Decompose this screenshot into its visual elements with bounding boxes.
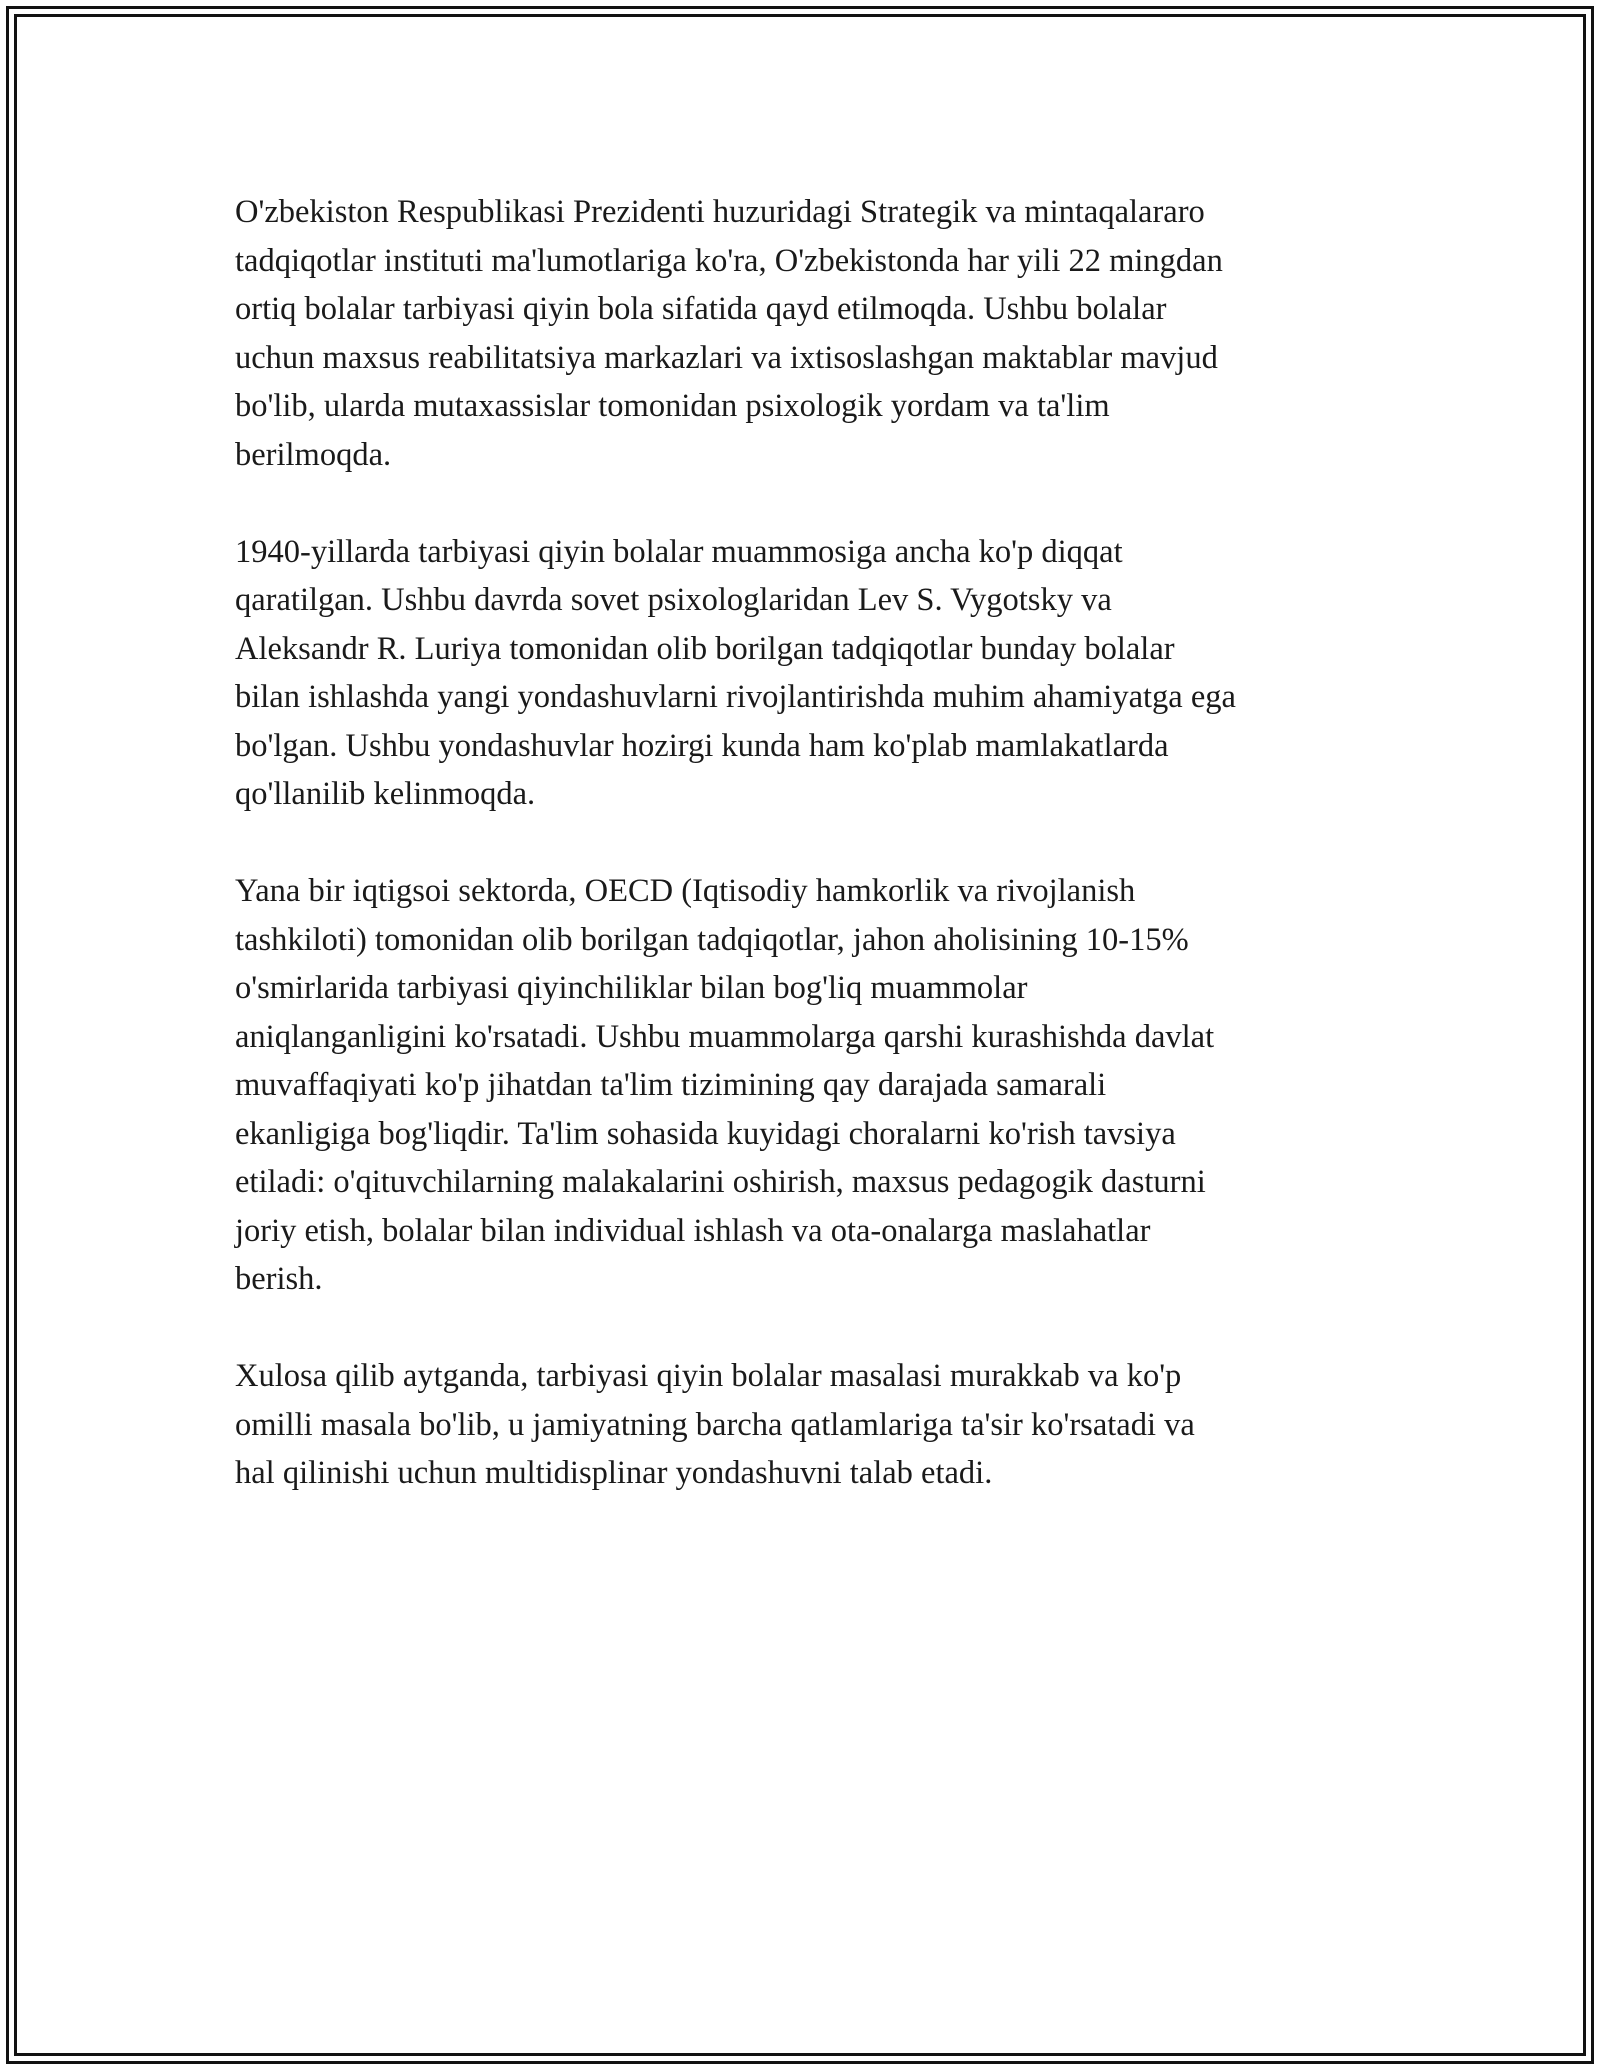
text-line: berilmoqda.: [235, 436, 392, 473]
text-line: bilan ishlashda yangi yondashuvlarni rivojlantirishda muhim ahamiyatga ega: [235, 679, 1236, 715]
text-line: joriy etish, bolalar bilan individual ishlash va ota-onalarga maslahatlar: [235, 1212, 1151, 1249]
text-line: tashkiloti) tomonidan olib borilgan tadqiqotlar, jahon aholisining 10-15%: [235, 921, 1189, 958]
text-line: muvaffaqiyati ko'p jihatdan ta'lim tizimining qay darajada samarali: [235, 1067, 1107, 1103]
paragraph-statistics: [235, 188, 1375, 479]
text-line: Aleksandr R. Luriya tomonidan olib borilgan tadqiqotlar bunday bolalar: [235, 630, 1175, 667]
text-line: ortiq bolalar tarbiyasi qiyin bola sifatida qayd etilmoqda. Ushbu bolalar: [235, 291, 1167, 327]
text-line: aniqlanganligini ko'rsatadi. Ushbu muammolarga qarshi kurashishda davlat: [235, 1018, 1215, 1055]
text-line: omilli masala bo'lib, u jamiyatning barcha qatlamlariga ta'sir ko'rsatadi va: [235, 1406, 1195, 1443]
paragraph-conclusion: [235, 1352, 1375, 1498]
text-line: uchun maxsus reabilitatsiya markazlari va ixtisoslashgan maktablar mavjud: [235, 339, 1218, 376]
text-line: qo'llanilib kelinmoqda.: [235, 776, 536, 812]
document-body: [235, 188, 1375, 1546]
paragraph-history: [235, 528, 1375, 819]
text-line: Xulosa qilib aytganda, tarbiyasi qiyin bolalar masalasi murakkab va ko'p: [235, 1358, 1182, 1394]
text-line: bo'lgan. Ushbu yondashuvlar hozirgi kunda ham ko'plab mamlakatlarda: [235, 727, 1169, 764]
text-line: Yana bir iqtigsoi sektorda, OECD (Iqtisodiy hamkorlik va rivojlanish: [235, 873, 1136, 909]
text-line: etiladi: o'qituvchilarning malakalarini oshirish, maxsus pedagogik dasturni: [235, 1164, 1206, 1200]
text-line: O'zbekiston Respublikasi Prezidenti huzuridagi Strategik va mintaqalararo: [235, 194, 1205, 230]
text-line: o'smirlarida tarbiyasi qiyinchiliklar bilan bog'liq muammolar: [235, 970, 1028, 1006]
text-line: bo'lib, ularda mutaxassislar tomonidan psixologik yordam va ta'lim: [235, 388, 1110, 424]
paragraph-oecd: [235, 867, 1375, 1304]
text-line: ekanligiga bog'liqdir. Ta'lim sohasida kuyidagi choralarni ko'rish tavsiya: [235, 1115, 1176, 1152]
text-line: berish.: [235, 1261, 323, 1297]
text-line: hal qilinishi uchun multidisplinar yondashuvni talab etadi.: [235, 1455, 993, 1491]
text-line: 1940-yillarda tarbiyasi qiyin bolalar muammosiga ancha ko'p diqqat: [235, 533, 1123, 570]
text-line: tadqiqotlar instituti ma'lumotlariga ko'ra, O'zbekistonda har yili 22 mingdan: [235, 242, 1223, 279]
text-line: qaratilgan. Ushbu davrda sovet psixologlaridan Lev S. Vygotsky va: [235, 582, 1112, 618]
